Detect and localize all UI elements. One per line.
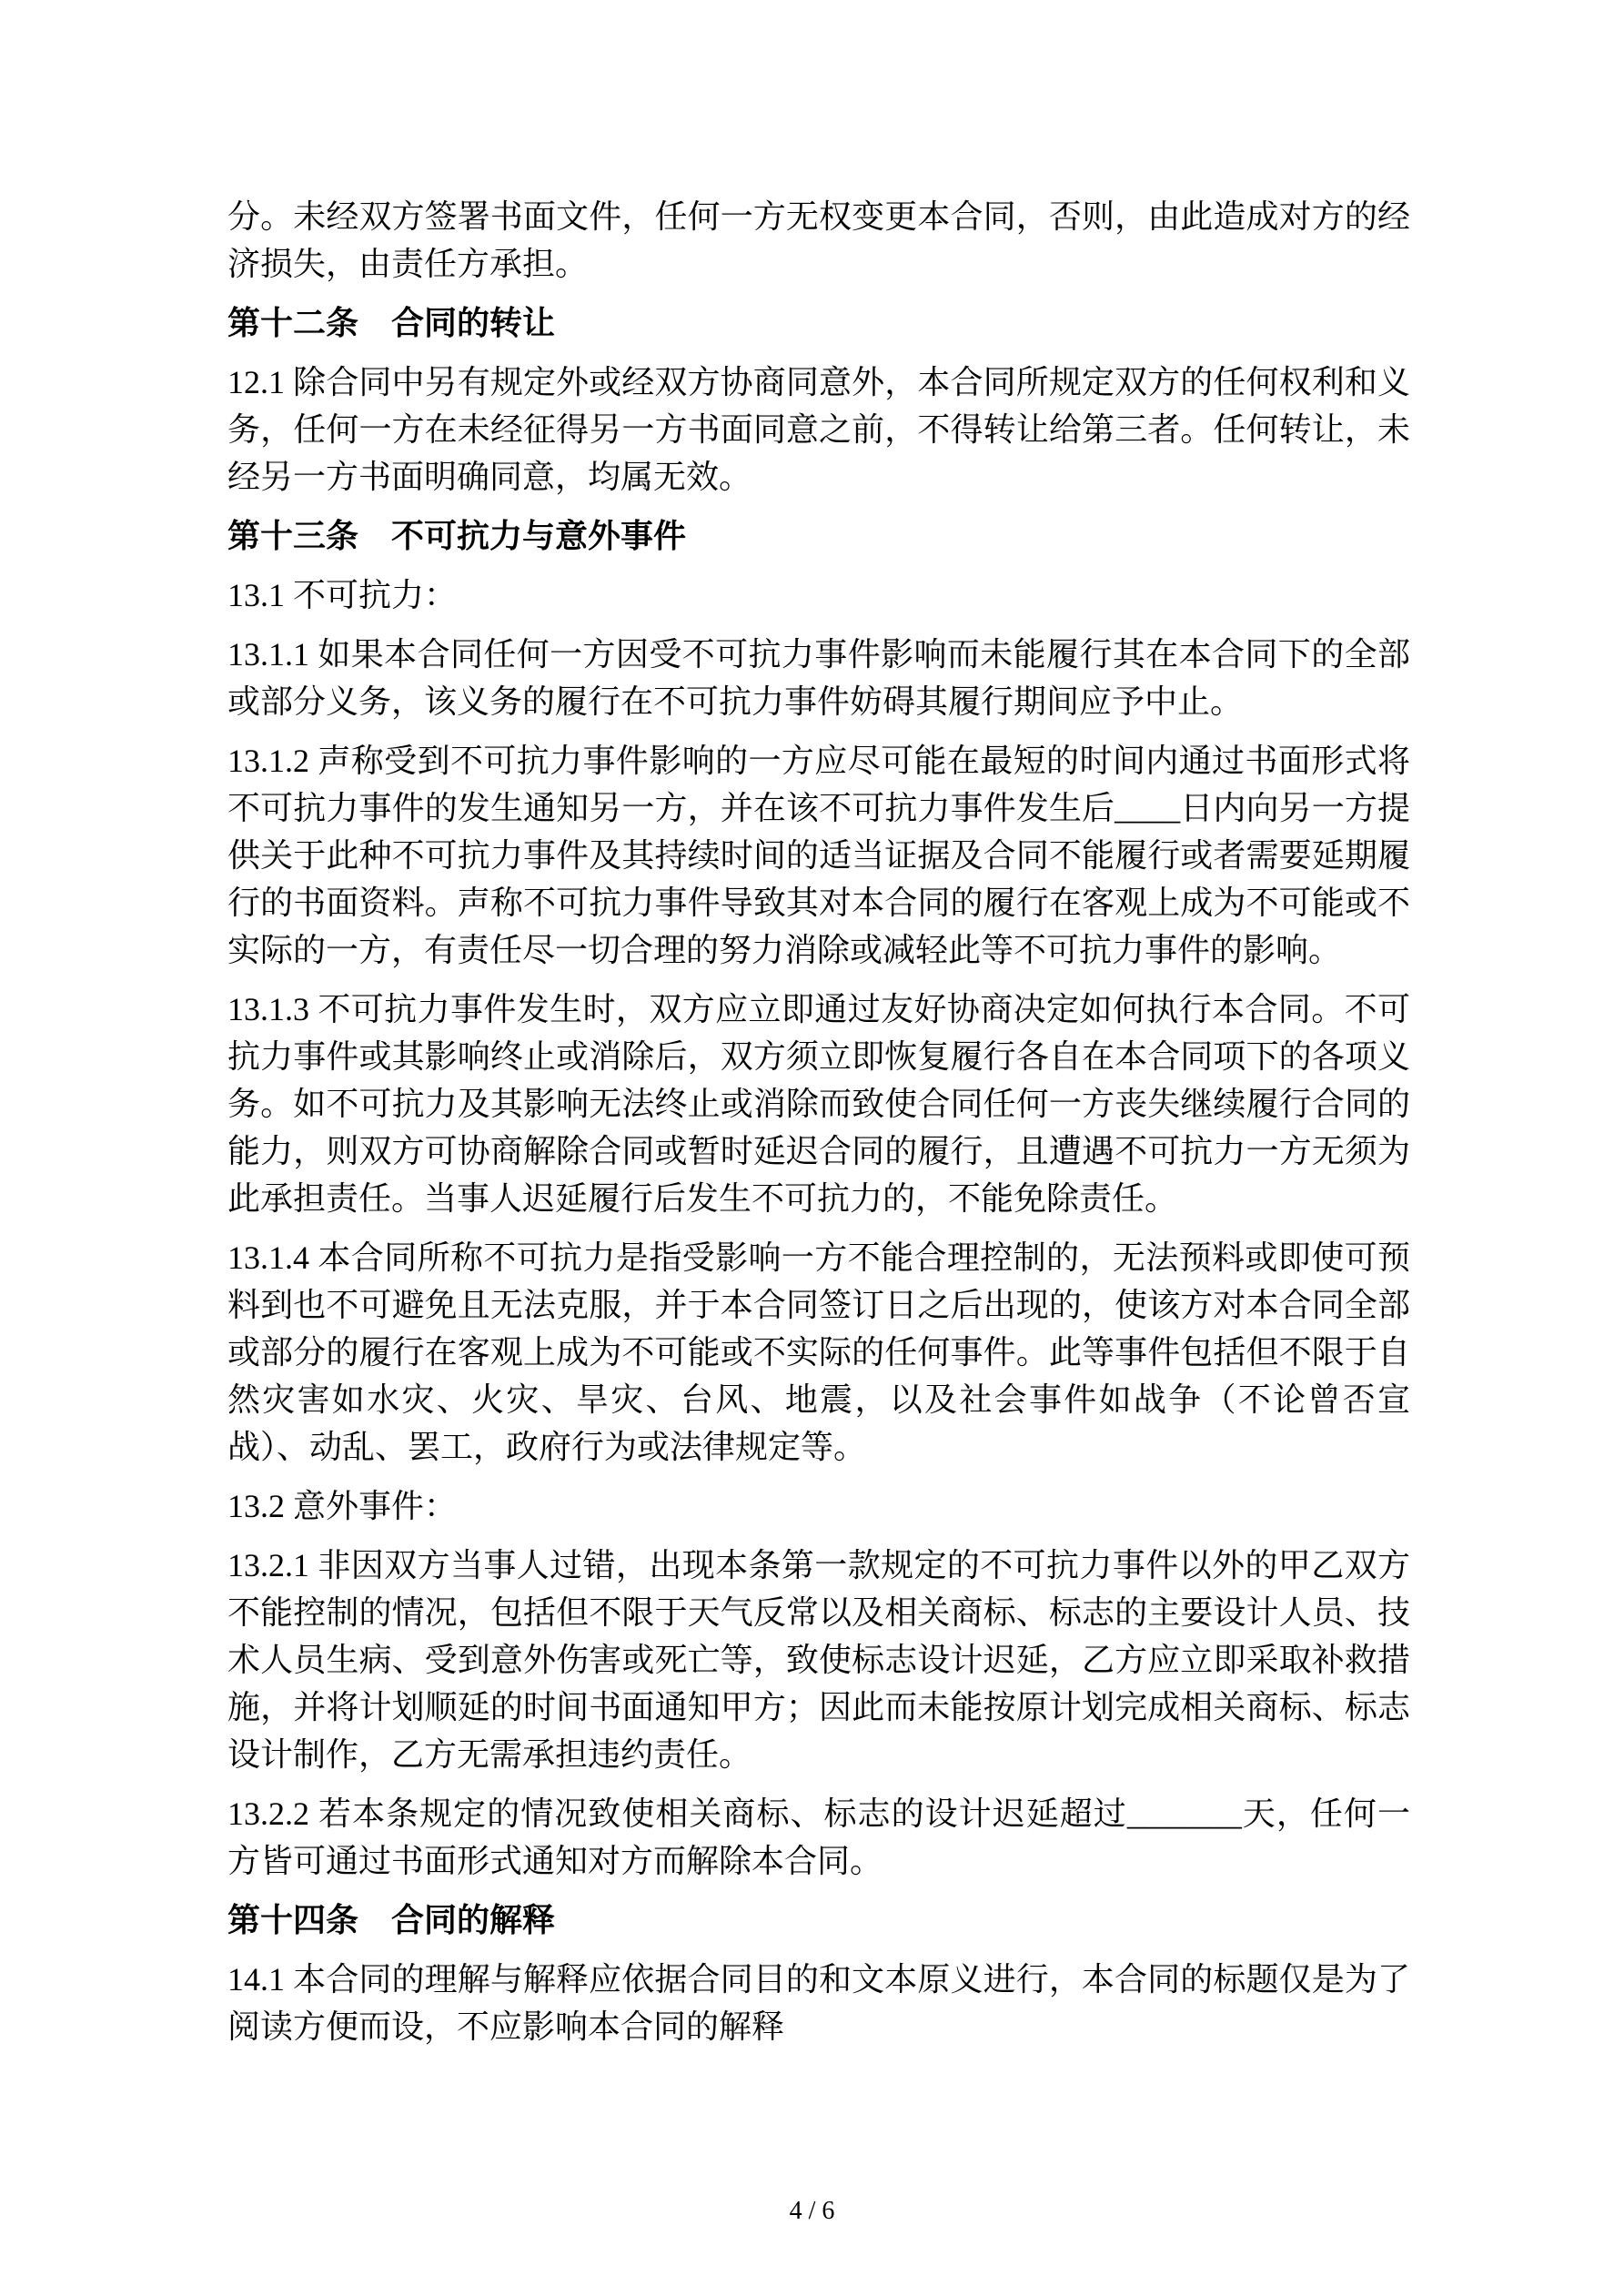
paragraph-13-1-2: 13.1.2 声称受到不可抗力事件影响的一方应尽可能在最短的时间内通过书面形式将不可抗力事件的发生通知另一方，并在该不可抗力事件发生后____日内向另一方提供关于此种不可抗力事件及其持续时间的适当证据及合同不能履行或者需要延期履行的书面资料。声称不可抗力事件导致其对本合同的履行在客观上成为不可能或不实际的一方，有责任尽一切合理的努力消除或减轻此等不可抗力事件的影响。 [227,743,1410,968]
paragraph-continuation: 分。未经双方签署书面文件，任何一方无权变更本合同，否则，由此造成对方的经济损失，由责任方承担。 [227,198,1410,282]
paragraph-13-1-4: 13.1.4 本合同所称不可抗力是指受影响一方不能合理控制的，无法预料或即使可预料到也不可避免且无法克服，并于本合同签订日之后出现的，使该方对本合同全部或部分的履行在客观上成为不可能或不实际的任何事件。此等事件包括但不限于自然灾害如水灾、火灾、旱灾、台风、地震，以及社会事件如战争（不论曾否宣战）、动乱、罢工，政府行为或法律规定等。 [227,1239,1410,1465]
paragraph-13-2: 13.2 意外事件： [227,1488,458,1524]
paragraph-14-1: 14.1 本合同的理解与解释应依据合同目的和文本原义进行，本合同的标题仅是为了阅读方便而设，不应影响本合同的解释 [227,1961,1410,2045]
paragraph-13-1-1: 13.1.1 如果本合同任何一方因受不可抗力事件影响而未能履行其在本合同下的全部或部分义务，该义务的履行在不可抗力事件妨碍其履行期间应予中止。 [227,636,1410,720]
section-heading-article-13: 第十三条 不可抗力与意外事件 [227,518,687,554]
paragraph-12-1: 12.1 除合同中另有规定外或经双方协商同意外，本合同所规定双方的任何权利和义务，任何一方在未经征得另一方书面同意之前，不得转让给第三者。任何转让，未经另一方书面明确同意，均属无效。 [227,364,1410,495]
paragraph-13-1-3: 13.1.3 不可抗力事件发生时，双方应立即通过友好协商决定如何执行本合同。不可抗力事件或其影响终止或消除后，双方须立即恢复履行各自在本合同项下的各项义务。如不可抗力及其影响无法终止或消除而致使合同任何一方丧失继续履行合同的能力，则双方可协商解除合同或暂时延迟合同的履行，且遭遇不可抗力一方无须为此承担责任。当事人迟延履行后发生不可抗力的，不能免除责任。 [227,991,1410,1217]
page-number: 4 / 6 [789,2197,835,2225]
section-heading-article-12: 第十二条 合同的转让 [227,305,556,341]
section-heading-article-14: 第十四条 合同的解释 [227,1902,556,1938]
paragraph-13-2-2: 13.2.2 若本条规定的情况致使相关商标、标志的设计迟延超过_______天，任何一方皆可通过书面形式通知对方而解除本合同。 [227,1795,1410,1879]
paragraph-13-2-1: 13.2.1 非因双方当事人过错，出现本条第一款规定的不可抗力事件以外的甲乙双方不能控制的情况，包括但不限于天气反常以及相关商标、标志的主要设计人员、技术人员生病、受到意外伤害或死亡等，致使标志设计迟延，乙方应立即采取补救措施，并将计划顺延的时间书面通知甲方；因此而未能按原计划完成相关商标、标志设计制作，乙方无需承担违约责任。 [227,1547,1410,1773]
document-body [227,193,1410,2062]
paragraph-13-1: 13.1 不可抗力： [227,577,458,613]
